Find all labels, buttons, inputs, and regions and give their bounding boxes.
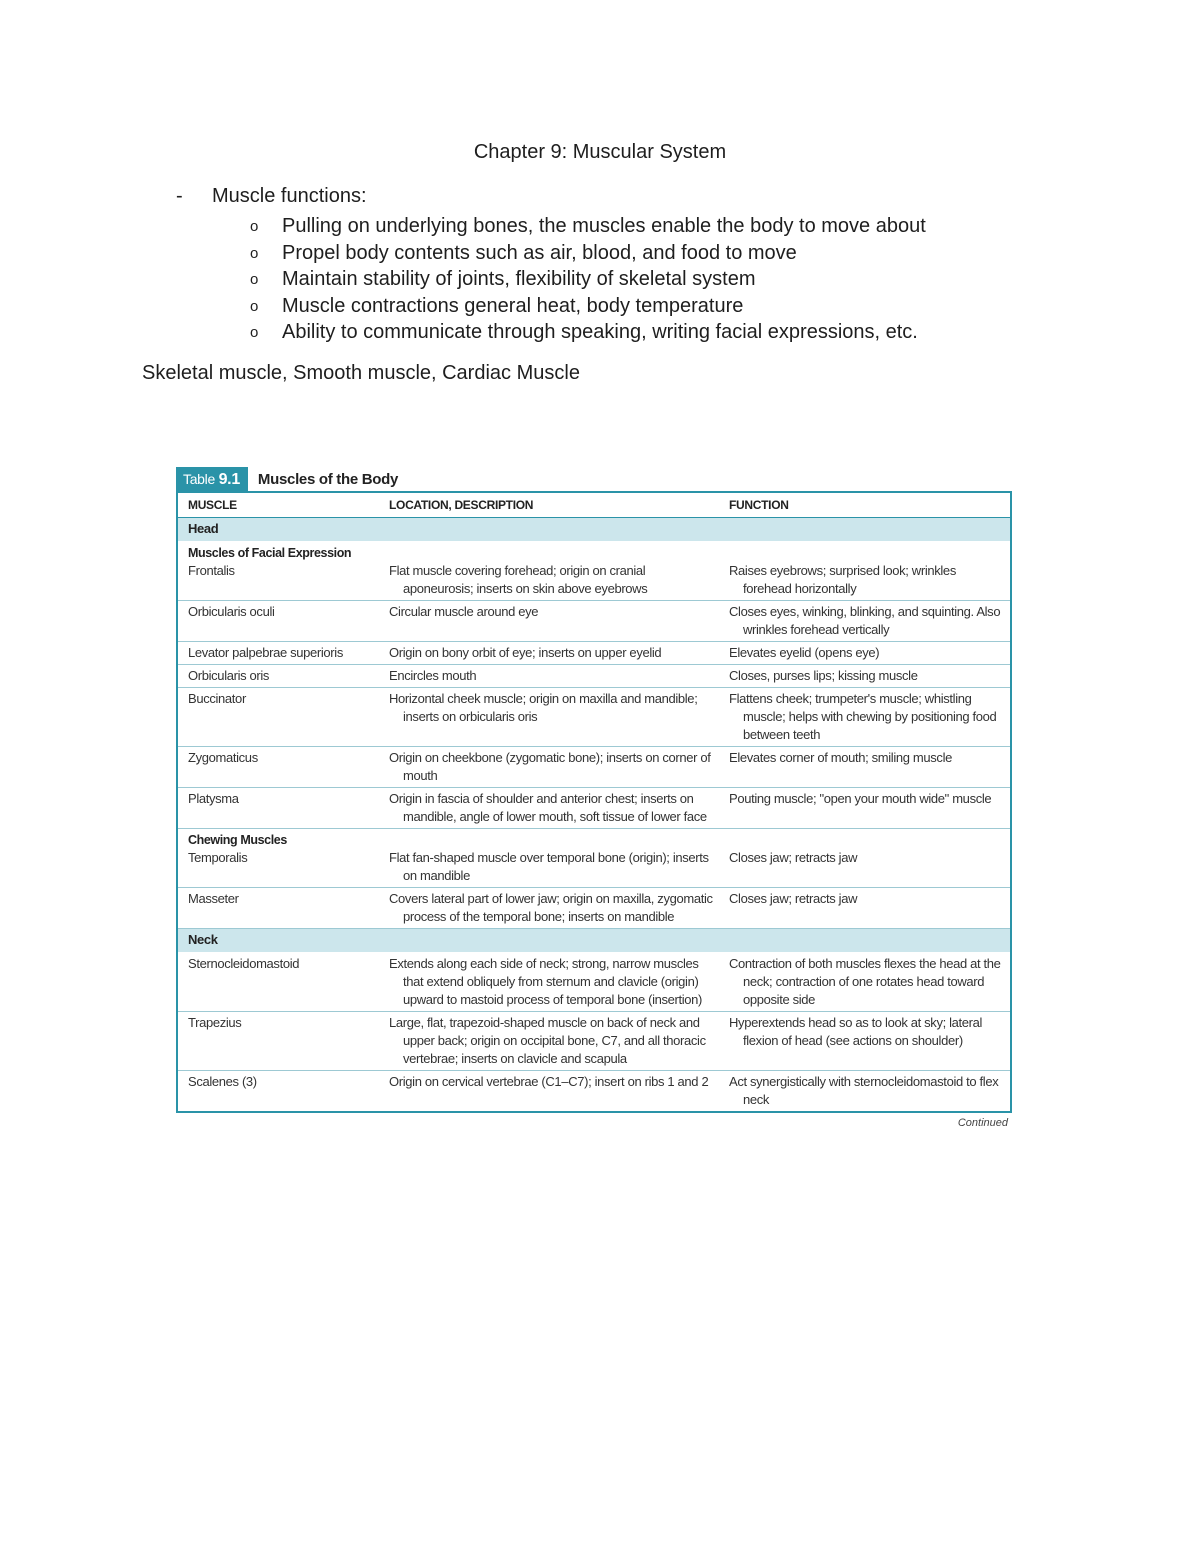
list-item	[0, 185, 1200, 215]
muscle-name: Temporalis	[188, 850, 248, 865]
location-cell: Origin in fascia of shoulder and anterior chest; inserts on mandible, angle of lower mouth, soft tissue of lower face	[379, 788, 719, 829]
table-badge	[176, 467, 248, 491]
muscle-cell	[177, 1012, 379, 1071]
functions-heading: Muscle functions:	[212, 185, 367, 207]
location-cell: Encircles mouth	[379, 665, 719, 688]
table-row	[177, 1071, 1011, 1113]
table-row	[177, 542, 1011, 601]
muscle-cell	[177, 788, 379, 829]
circle-bullet: o	[250, 218, 259, 235]
list-item	[0, 321, 1200, 348]
circle-bullet: o	[250, 324, 259, 341]
function-cell: Contraction of both muscles flexes the head at the neck; contraction of one rotates head toward opposite side	[719, 953, 1011, 1012]
table-row	[177, 665, 1011, 688]
function-cell: Elevates eyelid (opens eye)	[719, 642, 1011, 665]
table-row	[177, 953, 1011, 1012]
location-cell: Origin on bony orbit of eye; inserts on upper eyelid	[379, 642, 719, 665]
location-cell: Extends along each side of neck; strong, narrow muscles that extend obliquely from sternum and clavicle (origin) upward to mastoid process of temporal bone (insertion)	[379, 953, 719, 1012]
location-cell: Origin on cervical vertebrae (C1–C7); insert on ribs 1 and 2	[379, 1071, 719, 1113]
muscle-cell	[177, 642, 379, 665]
table-row	[177, 601, 1011, 642]
location-cell: Large, flat, trapezoid-shaped muscle on back of neck and upper back; origin on occipital bone, C7, and all thoracic vertebrae; inserts on clavicle and scapula	[379, 1012, 719, 1071]
muscle-cell	[177, 542, 379, 601]
muscle-cell	[177, 688, 379, 747]
function-cell: Flattens cheek; trumpeter's muscle; whistling muscle; helps with chewing by positioning food between teeth	[719, 688, 1011, 747]
table-row	[177, 888, 1011, 929]
location-cell: Origin on cheekbone (zygomatic bone); inserts on corner of mouth	[379, 747, 719, 788]
muscle-cell	[177, 747, 379, 788]
function-item: Maintain stability of joints, flexibility of skeletal system	[282, 268, 756, 290]
function-item: Propel body contents such as air, blood, and food to move	[282, 241, 797, 264]
muscle-cell	[177, 601, 379, 642]
muscle-cell	[177, 665, 379, 688]
table-section-row	[177, 929, 1011, 953]
circle-bullet: o	[250, 271, 259, 288]
muscle-name: Trapezius	[188, 1015, 242, 1030]
column-header-location: LOCATION, DESCRIPTION	[379, 492, 719, 518]
muscle-cell	[177, 1071, 379, 1113]
function-cell: Closes eyes, winking, blinking, and squinting. Also wrinkles forehead vertically	[719, 601, 1011, 642]
location-cell: Covers lateral part of lower jaw; origin on maxilla, zygomatic process of the temporal bone; inserts on mandible	[379, 888, 719, 929]
muscle-name: Scalenes (3)	[188, 1074, 257, 1089]
table-row	[177, 747, 1011, 788]
page-title: Chapter 9: Muscular System	[473, 141, 727, 163]
function-item: Pulling on underlying bones, the muscles enable the body to move about	[282, 215, 926, 237]
function-item: Ability to communicate through speaking, writing facial expressions, etc.	[282, 321, 918, 343]
table-caption	[176, 467, 1010, 491]
list-item	[0, 242, 1200, 269]
muscles-table	[176, 491, 1012, 1113]
function-cell: Raises eyebrows; surprised look; wrinkles forehead horizontally	[719, 542, 1011, 601]
circle-bullet: o	[250, 244, 259, 262]
muscle-name: Masseter	[188, 891, 239, 906]
function-cell: Hyperextends head so as to look at sky; lateral flexion of head (see actions on shoulder)	[719, 1012, 1011, 1071]
muscle-name: Zygomaticus	[188, 750, 258, 765]
section-label: Head	[177, 518, 1011, 542]
section-label: Neck	[177, 929, 1011, 953]
location-cell: Horizontal cheek muscle; origin on maxilla and mandible; inserts on orbicularis oris	[379, 688, 719, 747]
muscle-types: Skeletal muscle, Smooth muscle, Cardiac Muscle	[142, 362, 580, 384]
table-row	[177, 829, 1011, 888]
table-badge-word: Table	[183, 471, 215, 487]
dash-bullet: -	[176, 185, 183, 207]
function-cell: Closes, purses lips; kissing muscle	[719, 665, 1011, 688]
function-cell: Elevates corner of mouth; smiling muscle	[719, 747, 1011, 788]
column-header-function: FUNCTION	[719, 492, 1011, 518]
table-row	[177, 642, 1011, 665]
table-row	[177, 788, 1011, 829]
muscle-name: Buccinator	[188, 691, 246, 706]
table-badge-number: 9.1	[218, 471, 240, 488]
location-cell: Flat fan-shaped muscle over temporal bone (origin); inserts on mandible	[379, 829, 719, 888]
function-item: Muscle contractions general heat, body temperature	[282, 294, 744, 317]
muscle-name: Platysma	[188, 791, 239, 806]
muscle-name: Orbicularis oris	[188, 668, 270, 683]
location-cell: Flat muscle covering forehead; origin on cranial aponeurosis; inserts on skin above eyebrows	[379, 542, 719, 601]
subsection-label: Muscles of Facial Expression	[188, 546, 352, 560]
column-header-muscle: MUSCLE	[177, 492, 379, 518]
table-header-row	[177, 492, 1011, 518]
function-cell: Pouting muscle; "open your mouth wide" muscle	[719, 788, 1011, 829]
table-row	[177, 688, 1011, 747]
table-section-row	[177, 518, 1011, 542]
muscle-cell	[177, 953, 379, 1012]
muscle-name: Orbicularis oculi	[188, 604, 275, 619]
function-cell: Closes jaw; retracts jaw	[719, 888, 1011, 929]
subsection-label: Chewing Muscles	[188, 833, 287, 847]
circle-bullet: o	[250, 297, 259, 315]
list-item	[0, 215, 1200, 242]
muscle-name: Levator palpebrae superioris	[188, 645, 343, 660]
function-cell: Act synergistically with sternocleidomastoid to flex neck	[719, 1071, 1011, 1113]
table-title: Muscles of the Body	[257, 470, 399, 488]
muscle-cell	[177, 888, 379, 929]
list-item	[0, 295, 1200, 322]
muscle-functions-list	[0, 185, 1200, 348]
location-cell: Circular muscle around eye	[379, 601, 719, 642]
function-cell: Closes jaw; retracts jaw	[719, 829, 1011, 888]
continued-note: Continued	[957, 1117, 1008, 1129]
list-item	[0, 268, 1200, 295]
muscle-cell	[177, 829, 379, 888]
muscle-name: Frontalis	[188, 563, 235, 578]
muscle-name: Sternocleidomastoid	[188, 956, 300, 971]
table-row	[177, 1012, 1011, 1071]
muscles-table-figure	[176, 467, 1010, 1129]
